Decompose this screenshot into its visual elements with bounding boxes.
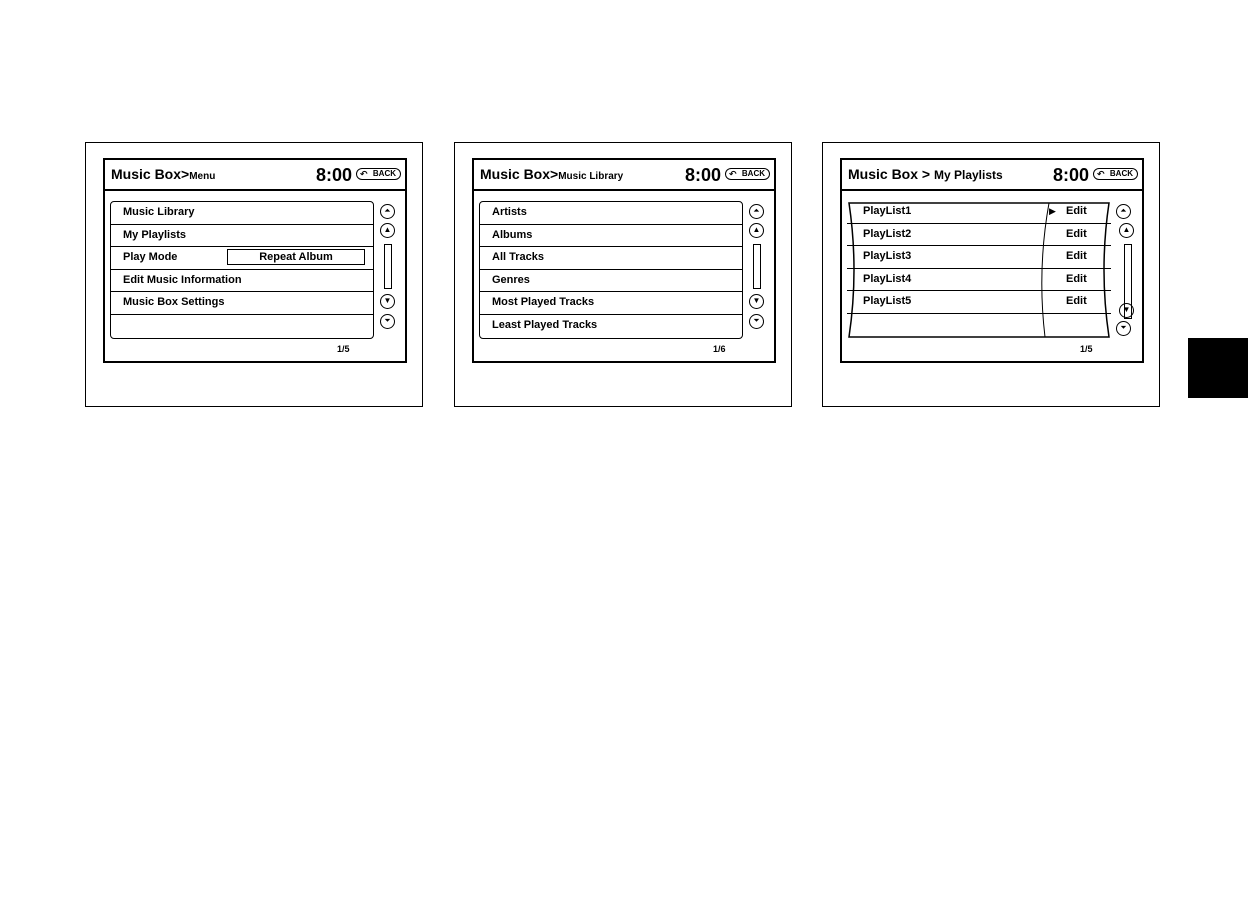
screen-panel-menu <box>85 142 423 407</box>
header-bar <box>842 160 1142 191</box>
list-item-albums[interactable] <box>480 225 742 248</box>
playlist-list <box>847 201 1111 339</box>
back-button-label: BACK <box>741 169 765 178</box>
playlist-row-1[interactable] <box>847 201 1111 224</box>
menu-item-label: Music Box Settings <box>123 296 225 308</box>
scrollbar[interactable] <box>753 244 761 289</box>
clock: 8:00 <box>685 165 722 185</box>
breadcrumb <box>480 166 623 184</box>
breadcrumb-separator: > <box>181 166 190 182</box>
screen-panel-music-library <box>454 142 792 407</box>
header-bar <box>105 160 405 191</box>
breadcrumb-title: Music Box <box>848 166 919 182</box>
list-item-label: Most Played Tracks <box>492 296 595 308</box>
double-chevron-up-icon[interactable]: ⏶ <box>1116 204 1131 219</box>
scroll-controls <box>379 204 399 334</box>
play-mode-value[interactable]: Repeat Album <box>227 249 365 265</box>
menu-item-my-playlists[interactable] <box>111 225 373 248</box>
back-button-label: BACK <box>372 169 396 178</box>
double-chevron-down-icon[interactable]: ⏷ <box>749 314 764 329</box>
menu-item-label: Play Mode <box>123 251 178 263</box>
menu-list <box>110 201 374 339</box>
back-arrow-icon: ↶ <box>1097 169 1105 179</box>
page-indicator: 1/5 <box>337 344 350 354</box>
breadcrumb-subtitle: Music Library <box>558 171 624 182</box>
display-screen <box>103 158 407 363</box>
edit-button[interactable]: Edit <box>1066 250 1087 262</box>
menu-item-label: Edit Music Information <box>123 273 242 286</box>
playlist-name: PlayList4 <box>863 272 912 285</box>
header-bar <box>474 160 774 191</box>
back-button[interactable] <box>725 168 770 180</box>
playlist-row-4[interactable] <box>847 269 1111 292</box>
clock: 8:00 <box>316 165 353 185</box>
playlist-name: PlayList5 <box>863 295 912 307</box>
breadcrumb-title: Music Box <box>480 166 551 182</box>
menu-item-empty <box>111 315 373 338</box>
list-item-label: Artists <box>492 206 527 218</box>
section-tab-marker <box>1188 338 1248 398</box>
edit-button[interactable]: Edit <box>1066 227 1087 240</box>
scroll-controls <box>1118 204 1138 334</box>
playlist-row-3[interactable] <box>847 246 1111 269</box>
chevron-up-icon[interactable]: ▲ <box>749 223 764 238</box>
back-button-label: BACK <box>1109 169 1133 178</box>
playlist-name: PlayList3 <box>863 250 912 262</box>
play-triangle-icon: ▶ <box>1049 206 1056 216</box>
list-item-all-tracks[interactable] <box>480 247 742 270</box>
playlist-row-5[interactable] <box>847 291 1111 314</box>
playlist-name: PlayList1 <box>863 205 912 217</box>
playlist-row-empty <box>847 314 1111 337</box>
playlist-rows <box>847 201 1111 336</box>
breadcrumb-separator: > <box>918 166 934 182</box>
menu-item-play-mode[interactable] <box>111 247 373 270</box>
breadcrumb-separator: > <box>550 166 559 182</box>
list-item-artists[interactable] <box>480 202 742 225</box>
back-arrow-icon: ↶ <box>729 169 737 179</box>
chevron-down-icon[interactable]: ▼ <box>1119 303 1134 318</box>
display-screen <box>840 158 1144 363</box>
back-button[interactable] <box>1093 168 1138 180</box>
clock: 8:00 <box>1053 165 1090 185</box>
breadcrumb <box>848 166 1003 184</box>
back-arrow-icon: ↶ <box>360 169 368 179</box>
chevron-up-icon[interactable]: ▲ <box>380 223 395 238</box>
double-chevron-down-icon[interactable]: ⏷ <box>1116 321 1131 336</box>
chevron-up-icon[interactable]: ▲ <box>1119 223 1134 238</box>
chevron-down-icon[interactable]: ▼ <box>380 294 395 309</box>
scrollbar[interactable] <box>384 244 392 289</box>
list-item-label: Albums <box>492 228 533 241</box>
list-item-label: All Tracks <box>492 251 544 263</box>
scroll-controls <box>748 204 768 334</box>
screen-panel-my-playlists <box>822 142 1160 407</box>
list-item-label: Genres <box>492 273 530 286</box>
breadcrumb <box>111 166 215 184</box>
list-item-genres[interactable] <box>480 270 742 293</box>
double-chevron-up-icon[interactable]: ⏶ <box>380 204 395 219</box>
edit-button[interactable]: Edit <box>1066 205 1087 217</box>
menu-item-label: Music Library <box>123 206 195 218</box>
page-indicator: 1/6 <box>713 344 726 354</box>
library-list <box>479 201 743 339</box>
playlist-row-2[interactable] <box>847 224 1111 247</box>
breadcrumb-title: Music Box <box>111 166 182 182</box>
back-button[interactable] <box>356 168 401 180</box>
breadcrumb-subtitle: My Playlists <box>933 168 1003 182</box>
edit-button[interactable]: Edit <box>1066 295 1087 307</box>
chevron-down-icon[interactable]: ▼ <box>749 294 764 309</box>
menu-item-label: My Playlists <box>123 228 186 241</box>
list-item-most-played-tracks[interactable] <box>480 292 742 315</box>
playlist-name: PlayList2 <box>863 227 912 240</box>
breadcrumb-subtitle: Menu <box>189 171 216 182</box>
double-chevron-up-icon[interactable]: ⏶ <box>749 204 764 219</box>
page-indicator: 1/5 <box>1080 344 1093 354</box>
edit-button[interactable]: Edit <box>1066 272 1087 285</box>
display-screen <box>472 158 776 363</box>
list-item-least-played-tracks[interactable] <box>480 315 742 338</box>
menu-item-edit-music-information[interactable] <box>111 270 373 293</box>
menu-item-music-box-settings[interactable] <box>111 292 373 315</box>
double-chevron-down-icon[interactable]: ⏷ <box>380 314 395 329</box>
list-item-label: Least Played Tracks <box>492 318 598 331</box>
menu-item-music-library[interactable] <box>111 202 373 225</box>
